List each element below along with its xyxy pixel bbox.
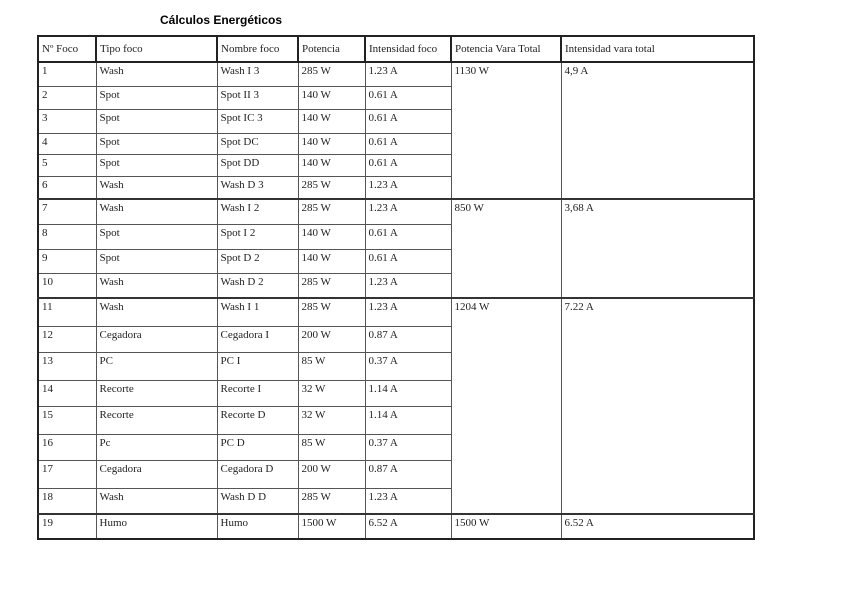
tipo-foco-cell: Wash — [96, 199, 217, 224]
intensidad-foco-cell: 0.87 A — [365, 326, 451, 352]
tipo-foco-cell: Wash — [96, 176, 217, 199]
potencia-cell: 85 W — [298, 352, 365, 380]
potencia-cell: 140 W — [298, 249, 365, 273]
table-row — [38, 199, 754, 224]
tipo-foco-cell: Cegadora — [96, 326, 217, 352]
foco-number-cell: 17 — [38, 460, 96, 488]
tipo-foco-cell: Spot — [96, 109, 217, 133]
foco-number-cell: 11 — [38, 298, 96, 326]
foco-number-cell: 14 — [38, 380, 96, 406]
nombre-foco-cell: Spot IC 3 — [217, 109, 298, 133]
intensidad-foco-cell: 0.61 A — [365, 154, 451, 176]
potencia-vara-total-cell: 850 W — [451, 199, 561, 298]
foco-number-cell: 7 — [38, 199, 96, 224]
tipo-foco-cell: Wash — [96, 273, 217, 298]
intensidad-foco-cell: 0.87 A — [365, 460, 451, 488]
intensidad-foco-cell: 0.61 A — [365, 109, 451, 133]
nombre-foco-cell: Wash D 2 — [217, 273, 298, 298]
intensidad-foco-cell: 0.61 A — [365, 133, 451, 154]
potencia-cell: 85 W — [298, 434, 365, 460]
potencia-vara-total-cell: 1130 W — [451, 62, 561, 199]
potencia-cell: 200 W — [298, 326, 365, 352]
energy-table — [37, 35, 755, 540]
potencia-cell: 285 W — [298, 298, 365, 326]
potencia-cell: 140 W — [298, 154, 365, 176]
nombre-foco-cell: PC D — [217, 434, 298, 460]
nombre-foco-cell: PC I — [217, 352, 298, 380]
col-header-potencia-vara-total: Potencia Vara Total — [451, 36, 561, 62]
table-row — [38, 514, 754, 539]
foco-number-cell: 9 — [38, 249, 96, 273]
potencia-cell: 32 W — [298, 406, 365, 434]
foco-number-cell: 16 — [38, 434, 96, 460]
intensidad-foco-cell: 1.14 A — [365, 380, 451, 406]
nombre-foco-cell: Cegadora I — [217, 326, 298, 352]
intensidad-foco-cell: 0.37 A — [365, 434, 451, 460]
table-header-row — [38, 36, 754, 62]
intensidad-foco-cell: 6.52 A — [365, 514, 451, 539]
foco-number-cell: 4 — [38, 133, 96, 154]
tipo-foco-cell: Spot — [96, 154, 217, 176]
tipo-foco-cell: Spot — [96, 133, 217, 154]
intensidad-foco-cell: 1.23 A — [365, 176, 451, 199]
potencia-cell: 285 W — [298, 62, 365, 86]
foco-number-cell: 8 — [38, 224, 96, 249]
tipo-foco-cell: Cegadora — [96, 460, 217, 488]
intensidad-foco-cell: 1.23 A — [365, 273, 451, 298]
nombre-foco-cell: Recorte D — [217, 406, 298, 434]
foco-number-cell: 10 — [38, 273, 96, 298]
foco-number-cell: 6 — [38, 176, 96, 199]
foco-number-cell: 12 — [38, 326, 96, 352]
potencia-cell: 140 W — [298, 86, 365, 109]
potencia-cell: 140 W — [298, 224, 365, 249]
nombre-foco-cell: Humo — [217, 514, 298, 539]
tipo-foco-cell: Spot — [96, 224, 217, 249]
tipo-foco-cell: Pc — [96, 434, 217, 460]
nombre-foco-cell: Wash D 3 — [217, 176, 298, 199]
tipo-foco-cell: Recorte — [96, 406, 217, 434]
tipo-foco-cell: Humo — [96, 514, 217, 539]
intensidad-vara-total-cell: 4,9 A — [561, 62, 754, 199]
potencia-cell: 140 W — [298, 109, 365, 133]
intensidad-foco-cell: 1.23 A — [365, 298, 451, 326]
intensidad-vara-total-cell: 7.22 A — [561, 298, 754, 514]
potencia-cell: 285 W — [298, 199, 365, 224]
intensidad-vara-total-cell: 6.52 A — [561, 514, 754, 539]
potencia-cell: 285 W — [298, 176, 365, 199]
col-header-intensidad-vara-total: Intensidad vara total — [561, 36, 754, 62]
potencia-cell: 1500 W — [298, 514, 365, 539]
potencia-vara-total-cell: 1500 W — [451, 514, 561, 539]
potencia-cell: 285 W — [298, 488, 365, 514]
tipo-foco-cell: Wash — [96, 298, 217, 326]
foco-number-cell: 18 — [38, 488, 96, 514]
intensidad-foco-cell: 0.37 A — [365, 352, 451, 380]
table-body — [38, 62, 754, 539]
potencia-cell: 140 W — [298, 133, 365, 154]
tipo-foco-cell: PC — [96, 352, 217, 380]
nombre-foco-cell: Recorte I — [217, 380, 298, 406]
nombre-foco-cell: Wash I 1 — [217, 298, 298, 326]
col-header-nombre-foco: Nombre foco — [217, 36, 298, 62]
tipo-foco-cell: Spot — [96, 249, 217, 273]
tipo-foco-cell: Wash — [96, 62, 217, 86]
foco-number-cell: 2 — [38, 86, 96, 109]
potencia-vara-total-cell: 1204 W — [451, 298, 561, 514]
foco-number-cell: 15 — [38, 406, 96, 434]
table-row — [38, 298, 754, 326]
col-header-potencia: Potencia — [298, 36, 365, 62]
nombre-foco-cell: Spot D 2 — [217, 249, 298, 273]
potencia-cell: 32 W — [298, 380, 365, 406]
foco-number-cell: 5 — [38, 154, 96, 176]
intensidad-foco-cell: 0.61 A — [365, 224, 451, 249]
potencia-cell: 285 W — [298, 273, 365, 298]
nombre-foco-cell: Spot I 2 — [217, 224, 298, 249]
tipo-foco-cell: Wash — [96, 488, 217, 514]
col-header-tipo-foco: Tipo foco — [96, 36, 217, 62]
potencia-cell: 200 W — [298, 460, 365, 488]
col-header-n-foco: Nº Foco — [38, 36, 96, 62]
intensidad-foco-cell: 1.23 A — [365, 62, 451, 86]
intensidad-foco-cell: 1.23 A — [365, 488, 451, 514]
foco-number-cell: 3 — [38, 109, 96, 133]
intensidad-vara-total-cell: 3,68 A — [561, 199, 754, 298]
foco-number-cell: 13 — [38, 352, 96, 380]
nombre-foco-cell: Spot II 3 — [217, 86, 298, 109]
intensidad-foco-cell: 0.61 A — [365, 86, 451, 109]
table-row — [38, 62, 754, 86]
foco-number-cell: 1 — [38, 62, 96, 86]
nombre-foco-cell: Wash I 2 — [217, 199, 298, 224]
intensidad-foco-cell: 0.61 A — [365, 249, 451, 273]
nombre-foco-cell: Wash D D — [217, 488, 298, 514]
intensidad-foco-cell: 1.14 A — [365, 406, 451, 434]
foco-number-cell: 19 — [38, 514, 96, 539]
tipo-foco-cell: Recorte — [96, 380, 217, 406]
nombre-foco-cell: Wash I 3 — [217, 62, 298, 86]
nombre-foco-cell: Spot DC — [217, 133, 298, 154]
col-header-intensidad-foco: Intensidad foco — [365, 36, 451, 62]
intensidad-foco-cell: 1.23 A — [365, 199, 451, 224]
tipo-foco-cell: Spot — [96, 86, 217, 109]
nombre-foco-cell: Spot DD — [217, 154, 298, 176]
page-title: Cálculos Energéticos — [160, 13, 283, 27]
nombre-foco-cell: Cegadora D — [217, 460, 298, 488]
